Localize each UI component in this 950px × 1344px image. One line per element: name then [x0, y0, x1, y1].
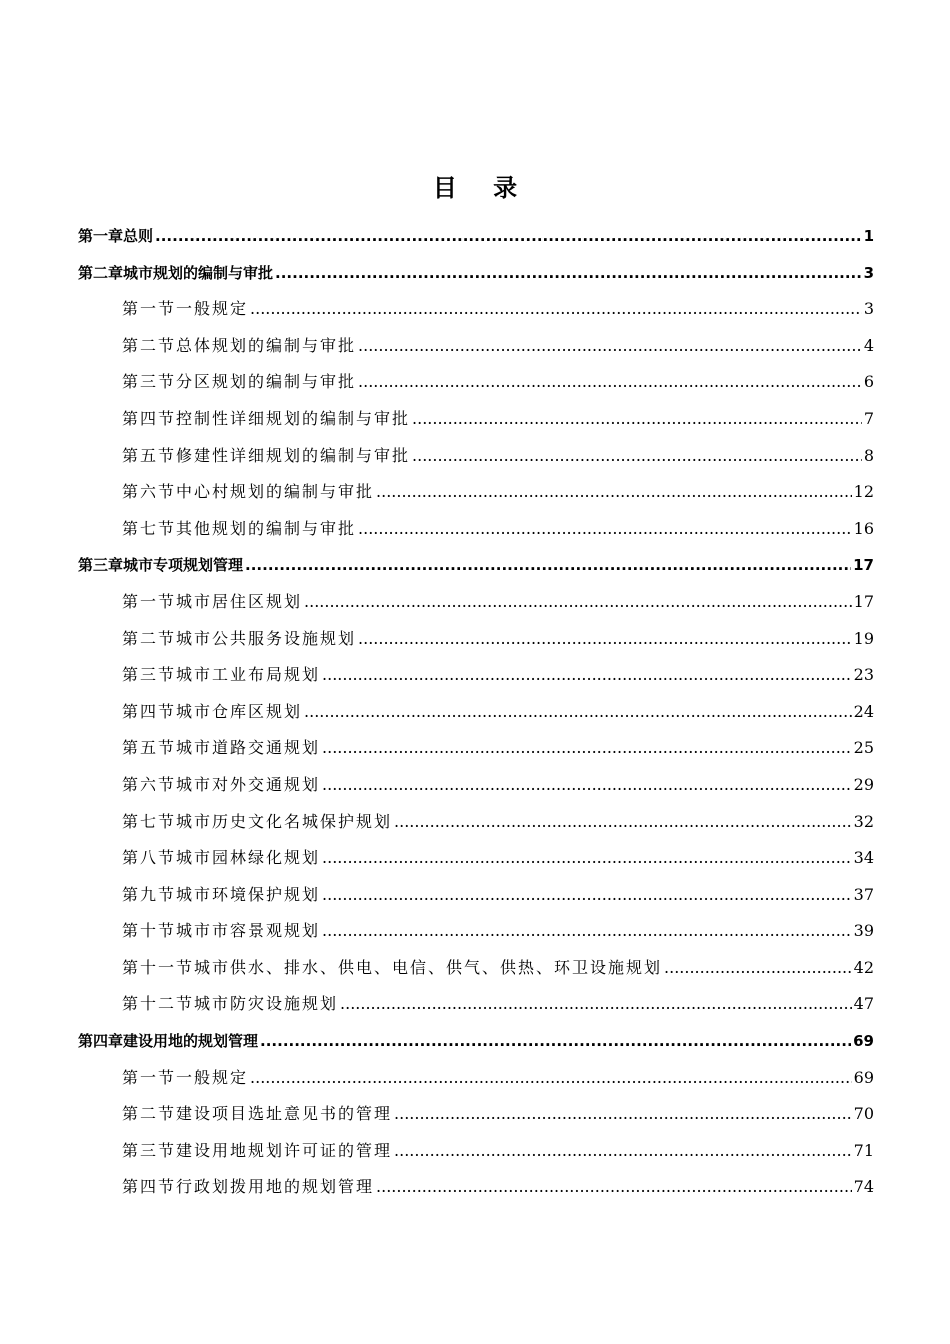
toc-title: 行政划拨用地的规划管理: [176, 1177, 375, 1197]
toc-page: 37: [853, 884, 874, 904]
toc-title: 建设用地的规划管理: [123, 1032, 259, 1051]
toc-section[interactable]: [78, 986, 874, 1023]
toc-page: 29: [853, 774, 874, 794]
toc-section[interactable]: [78, 621, 874, 658]
toc-chapter-1[interactable]: [78, 218, 874, 255]
toc-number: 第三节: [122, 1140, 177, 1160]
toc-section[interactable]: [78, 364, 874, 401]
toc-title: 城市专项规划管理: [123, 556, 244, 575]
toc-leader: [304, 584, 852, 621]
toc-leader: [394, 804, 852, 841]
toc-leader: [260, 1023, 851, 1060]
toc-number: 第四节: [122, 701, 177, 721]
toc-section[interactable]: [78, 877, 874, 914]
toc-page: 19: [853, 628, 874, 648]
toc-number: 第一节: [122, 299, 177, 319]
toc-number: 第三节: [122, 665, 177, 685]
toc-page: 42: [853, 957, 874, 977]
toc-title: 城市市容景观规划: [176, 921, 321, 941]
toc-leader: [245, 547, 851, 584]
toc-section[interactable]: [78, 291, 874, 328]
toc-title: 建设用地规划许可证的管理: [176, 1140, 393, 1160]
toc-title: 城市历史文化名城保护规划: [176, 811, 393, 831]
toc-page: 70: [853, 1104, 874, 1124]
toc-page: 17: [853, 556, 874, 575]
toc-leader: [322, 840, 852, 877]
toc-section[interactable]: [78, 328, 874, 365]
toc-number: 第六节: [122, 774, 177, 794]
toc-title: 分区规划的编制与审批: [176, 372, 357, 392]
toc-section[interactable]: [78, 1169, 874, 1206]
toc-title: 城市环境保护规划: [176, 884, 321, 904]
toc-number: 第二节: [122, 335, 177, 355]
toc-leader: [358, 328, 862, 365]
toc-title: 城市居住区规划: [176, 591, 303, 611]
toc-number: 第三节: [122, 372, 177, 392]
toc-page: 69: [853, 1032, 874, 1051]
toc-leader: [412, 401, 862, 438]
toc-title: 城市工业布局规划: [176, 665, 321, 685]
toc-page: 1: [863, 227, 874, 245]
toc-title: 城市园林绿化规划: [176, 848, 321, 868]
toc-number: 第十节: [122, 921, 177, 941]
toc-title: 控制性详细规划的编制与审批: [176, 408, 411, 428]
toc-number: 第三章: [78, 556, 124, 575]
toc-page: 17: [853, 591, 874, 611]
toc-section[interactable]: [78, 1096, 874, 1133]
toc-leader: [358, 364, 862, 401]
toc-number: 第二章: [78, 263, 124, 282]
toc-number: 第十二节: [122, 994, 195, 1014]
toc-section[interactable]: [78, 950, 874, 987]
toc-leader: [250, 291, 862, 328]
toc-page: 6: [863, 372, 874, 392]
toc-page: 69: [853, 1067, 874, 1087]
toc-leader: [340, 986, 852, 1023]
toc-section[interactable]: [78, 657, 874, 694]
toc-title: 建设项目选址意见书的管理: [176, 1104, 393, 1124]
toc-page: 47: [853, 994, 874, 1014]
toc-section[interactable]: [78, 401, 874, 438]
toc-chapter-2[interactable]: [78, 255, 874, 292]
toc-page: 39: [853, 921, 874, 941]
toc-number: 第二节: [122, 1104, 177, 1124]
toc-leader: [322, 767, 852, 804]
toc-page: 3: [863, 299, 874, 319]
toc-leader: [412, 438, 862, 475]
toc-page: 12: [853, 482, 874, 502]
toc-title: 中心村规划的编制与审批: [176, 482, 375, 502]
toc-section[interactable]: [78, 1133, 874, 1170]
toc-page: 16: [853, 518, 874, 538]
toc-leader: [358, 621, 852, 658]
toc-title: 城市对外交通规划: [176, 774, 321, 794]
toc-page: 3: [863, 263, 874, 282]
toc-page: 24: [853, 701, 874, 721]
toc-section[interactable]: [78, 511, 874, 548]
toc-number: 第一章: [78, 227, 124, 245]
table-of-contents: [78, 218, 874, 1206]
toc-leader: [664, 950, 852, 987]
toc-title: 一般规定: [176, 1067, 249, 1087]
toc-title: 城市公共服务设施规划: [176, 628, 357, 648]
toc-number: 第四节: [122, 1177, 177, 1197]
toc-section[interactable]: [78, 438, 874, 475]
toc-leader: [275, 255, 862, 292]
toc-title: 城市供水、排水、供电、电信、供气、供热、环卫设施规划: [194, 957, 663, 977]
toc-leader: [376, 474, 852, 511]
toc-page: 34: [853, 848, 874, 868]
toc-section[interactable]: [78, 584, 874, 621]
toc-leader: [322, 730, 852, 767]
toc-leader: [322, 657, 852, 694]
toc-title: 总体规划的编制与审批: [176, 335, 357, 355]
toc-page: 4: [863, 335, 874, 355]
toc-leader: [155, 218, 862, 255]
toc-number: 第十一节: [122, 957, 195, 977]
toc-section[interactable]: [78, 804, 874, 841]
toc-number: 第二节: [122, 628, 177, 648]
toc-title: 城市仓库区规划: [176, 701, 303, 721]
toc-number: 第一节: [122, 1067, 177, 1087]
toc-leader: [322, 877, 852, 914]
toc-section[interactable]: [78, 840, 874, 877]
toc-leader: [394, 1133, 852, 1170]
toc-chapter-4[interactable]: [78, 1023, 874, 1060]
toc-section[interactable]: [78, 767, 874, 804]
page-title: 目 录: [432, 174, 532, 202]
toc-number: 第八节: [122, 848, 177, 868]
toc-title: 城市防灾设施规划: [194, 994, 339, 1014]
toc-page: 32: [853, 811, 874, 831]
toc-leader: [376, 1169, 852, 1206]
toc-title: 总则: [123, 227, 154, 245]
toc-title: 城市道路交通规划: [176, 738, 321, 758]
toc-leader: [394, 1096, 852, 1133]
toc-number: 第四章: [78, 1032, 124, 1051]
toc-section[interactable]: [78, 694, 874, 731]
toc-number: 第六节: [122, 482, 177, 502]
toc-number: 第七节: [122, 811, 177, 831]
toc-number: 第九节: [122, 884, 177, 904]
toc-section[interactable]: [78, 1060, 874, 1097]
toc-page: 8: [863, 445, 874, 465]
toc-chapter-3[interactable]: [78, 547, 874, 584]
toc-page: 71: [853, 1140, 874, 1160]
toc-leader: [304, 694, 852, 731]
toc-page: 74: [853, 1177, 874, 1197]
toc-page: 25: [853, 738, 874, 758]
toc-title: 修建性详细规划的编制与审批: [176, 445, 411, 465]
toc-leader: [358, 511, 852, 548]
toc-number: 第四节: [122, 408, 177, 428]
toc-section[interactable]: [78, 913, 874, 950]
toc-number: 第七节: [122, 518, 177, 538]
toc-number: 第一节: [122, 591, 177, 611]
toc-section[interactable]: [78, 474, 874, 511]
toc-page: 23: [853, 665, 874, 685]
toc-title: 一般规定: [176, 299, 249, 319]
toc-section[interactable]: [78, 730, 874, 767]
toc-page: 7: [863, 408, 874, 428]
toc-leader: [322, 913, 852, 950]
toc-leader: [250, 1060, 852, 1097]
toc-title: 城市规划的编制与审批: [123, 263, 274, 282]
toc-number: 第五节: [122, 445, 177, 465]
toc-title: 其他规划的编制与审批: [176, 518, 357, 538]
toc-number: 第五节: [122, 738, 177, 758]
